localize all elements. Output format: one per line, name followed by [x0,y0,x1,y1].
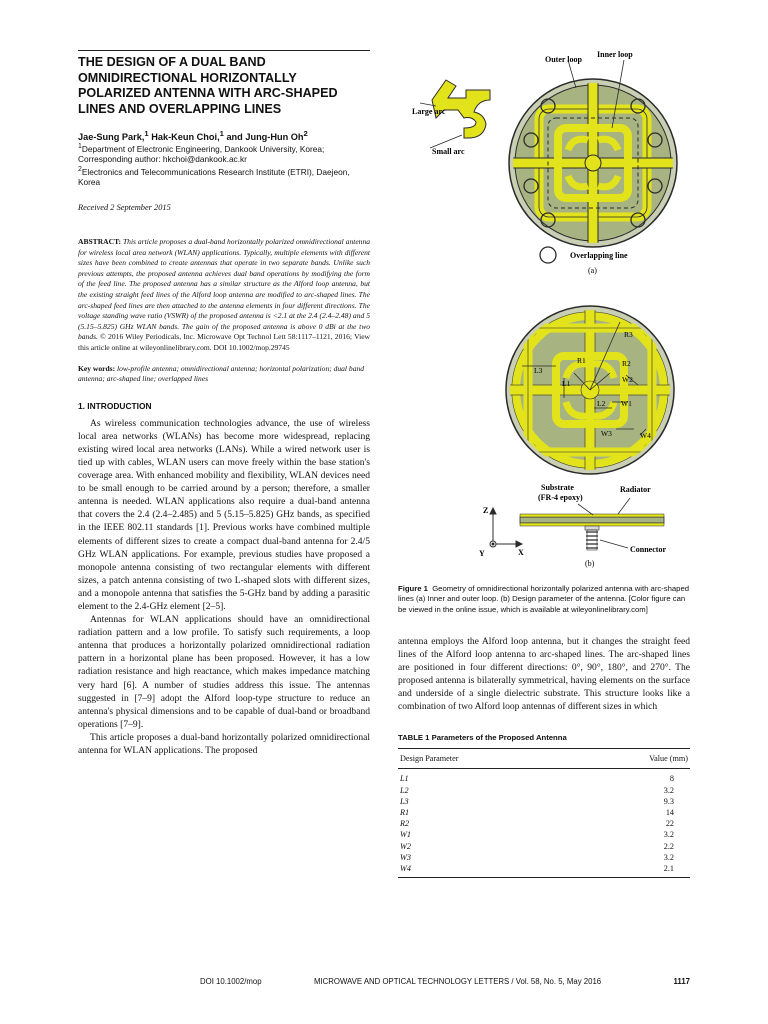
figure-caption [398,584,690,615]
panel-b-antenna [502,302,678,478]
param-name: L2 [400,785,409,795]
author-affil-mark: 2 [303,129,308,138]
right-body-paragraph: antenna employs the Alford loop antenna, but it changes the straight feed lines of the Alford loop antenna to arc-shaped lines. The arc-shaped lines are positioned in four different directions: 0°, 90°, 180°, and 270°. The proposed antenna is bilaterally symmetrical, having elements on the surface and underside of a single dielectric substrate. This structure looks like a combination of two Alford loop antennas of different sizes in which [398,635,690,713]
parameter-table [398,748,690,878]
header-design-parameter: Design Parameter [398,749,571,769]
overlap-legend-icon [540,247,556,263]
table-row [398,829,690,840]
label-l3: L3 [534,366,543,375]
label-connector: Connector [630,545,666,554]
label-panel-a: (a) [588,266,597,275]
right-column [398,40,690,878]
table-row [398,818,690,829]
table-row [398,796,690,807]
radiator-bottom-layer [520,523,664,526]
author-name: Hak-Keun Choi, [151,132,220,143]
param-name: L3 [400,796,409,806]
label-r2: R2 [622,359,631,368]
label-axis-y: Y [479,549,485,558]
keywords-label: Key words: [78,363,116,373]
label-l1: L1 [562,379,571,388]
author-affil-mark: 1 [219,129,224,138]
label-r1: R1 [577,356,586,365]
affil-text: Department of Electronic Engineering, Dankook University, Korea; Corresponding author: hkchoi@dankook.ac.kr [78,143,325,165]
label-w4: W4 [640,431,651,440]
author-separator: and [223,132,246,143]
label-w2: W2 [622,375,633,384]
page-number: 1117 [673,977,690,986]
table-row [398,769,690,785]
label-inner-loop: Inner loop [597,50,633,59]
abstract-label: ABSTRACT: [78,236,122,246]
table-row [398,863,690,878]
label-l2: L2 [597,399,606,408]
table-row [398,807,690,818]
title-rule [78,50,370,51]
label-large-arc: Large arc [412,107,446,116]
label-radiator: Radiator [620,485,651,494]
label-outer-loop: Outer loop [545,55,582,64]
center-feed [585,155,601,171]
label-axis-x: X [518,548,524,557]
left-column [78,50,370,757]
article-title: THE DESIGN OF A DUAL BAND OMNIDIRECTIONAL HORIZONTALLY POLARIZED ANTENNA WITH ARC-SHAPED LINES AND OVERLAPPING LINES [78,55,338,116]
param-value: 2.2 [663,841,674,851]
param-name: W2 [400,841,411,851]
figure-caption-label: Figure 1 [398,584,428,593]
abstract [78,237,370,354]
header-value: Value (mm) [571,749,690,769]
label-axis-z: Z [483,506,489,515]
intro-paragraph-2: Antennas for WLAN applications should have an omnidirectional radiation pattern and a low profile. To satisfy such requirements, a loop antenna that produces a horizontally polarized omnidirectional radiation pattern in a horizontal plane has been proposed. However, it has a low radiation resistance and high reactance, which makes impedance matching very hard [6]. A number of studies address this issue. The antennas suggested in [7–9] adopt the Alford loop-type structure to reduce an antenna's physical dimensions and to be capable of dual-band or broadband operations [7–9]. [78,614,370,730]
panel-a-antenna [505,75,681,251]
author-affil-mark: 1 [144,129,149,138]
footer-journal: MICROWAVE AND OPTICAL TECHNOLOGY LETTERS / Vol. 58, No. 5, May 2016 [314,977,602,986]
table-title: TABLE 1 Parameters of the Proposed Antenna [398,733,567,743]
table-1 [398,733,690,878]
label-small-arc: Small arc [432,147,465,156]
figure-caption-text: Geometry of omnidirectional horizontally polarized antenna with arc-shaped lines (a) Inner and outer loop. (b) Design parameter of the antenna. [Color figure can be viewed in the online issue, which is available at wileyonlinelibrary.com] [398,584,690,614]
author-list [78,129,370,142]
abstract-body: This article proposes a dual-band horizontally polarized omnidirectional antenna for wireless local area network (WLAN) applications. Typically, multiple elements with different sizes have been combined to create antennas that operate in two separate bands. Unlike such previous attempts, the proposed antenna achieves dual band operations by modifying the form of the feed line. The proposed antenna has a similar structure as the Alford loop antenna, but the existing straight feed lines of the Alford loop antenna are modified to arc-shaped lines. The arc-shaped feed lines are then attached to the antenna elements in four different directions. The voltage standing wave ratio (VSWR) of the proposed antenna is <2.1 at the 2.4 (2.4–2.48) and 5 (5.15–5.825) GHz WLAN bands. The gain of the proposed antenna is above 0 dBi at the two bands. [78,236,370,342]
table-row [398,785,690,796]
side-view [520,498,664,550]
param-name: L1 [400,774,409,784]
label-substrate: Substrate [541,483,574,492]
param-name: W4 [398,863,571,878]
keywords [78,364,370,385]
section-heading: 1. INTRODUCTION [78,400,152,411]
param-value: 8 [669,774,674,784]
label-overlapping-line: Overlapping line [570,251,628,260]
affil-mark: 1 [78,143,82,151]
connector-icon [585,526,599,550]
affiliation-2 [78,165,370,188]
axis-icon [490,508,522,547]
antenna-geometry-figure [398,40,690,575]
label-w3: W3 [601,429,612,438]
param-value: 2.1 [571,863,690,878]
intro-paragraph-1: As wireless communication technologies advance, the use of wireless local area networks (WLANs) has become more widespread, replacing existing wired local area networks (LANs). While a wired network user is tied up with cables, WLAN users can move freely within the base station's coverage area. With enhanced mobility and flexibility, WLAN devices need to be small enough to be carried around by a person; therefore, a smaller antenna is needed. WLAN applications also require a dual-band antenna that covers the 2.4 (2.4–2.485) and 5 (5.15–5.825) GHz bands, as specified in the IEEE 802.11 standards [1]. Previous works have combined multiple elements of different sizes to create a compact dual-band antenna for 2.4/5 GHz WLAN applications. For example, previous studies have proposed a monopole antenna consisting of two rectangular elements with different sizes, a patch antenna consisting of two L-shaped slots with different sizes, and a monopole antenna that satisfies the 5-GHz band by adding a parasitic element to the 2.4-GHz element [2–5]. [78,417,370,612]
label-w1: W1 [621,399,632,408]
param-value: 14 [665,808,674,818]
substrate-side [520,517,664,523]
param-name: R1 [400,808,410,818]
param-name: W3 [400,852,411,862]
affiliation-1 [78,142,370,165]
label-panel-b: (b) [585,559,595,568]
table-row [398,852,690,863]
param-name: R2 [400,819,410,829]
affil-mark: 2 [78,166,82,174]
table-row [398,841,690,852]
table-header-row [398,749,690,769]
param-value: 9.3 [663,796,674,806]
param-name: W1 [400,830,411,840]
param-value: 3.2 [663,785,674,795]
param-value: 3.2 [663,852,674,862]
author-name: Jae-Sung Park, [78,132,145,143]
param-value: 22 [665,819,674,829]
label-substrate-material: (FR-4 epoxy) [538,493,583,502]
intro-paragraph-3: This article proposes a dual-band horizontally polarized omnidirectional antenna for WLAN applications. The proposed [78,731,370,757]
keywords-list: low-profile antenna; omnidirectional antenna; horizontal polarization; dual band antenna; arc-shaped line; overlapped lines [78,363,365,384]
received-date: Received 2 September 2015 [78,202,171,212]
footer-doi: DOI 10.1002/mop [200,977,262,986]
figure-1 [398,40,690,575]
affil-text: Electronics and Telecommunications Research Institute (ETRI), Daejeon, Korea [78,166,350,188]
param-value: 3.2 [663,830,674,840]
label-r3: R3 [624,330,633,339]
abstract-copyright: © 2016 Wiley Periodicals, Inc. Microwave Opt Technol Lett 58:1117–1121, 2016; View this article online at wileyonlinelibrary.com. DOI 10.1002/mop.29745 [78,332,370,352]
author-name: Jung-Hun Oh [245,132,304,143]
